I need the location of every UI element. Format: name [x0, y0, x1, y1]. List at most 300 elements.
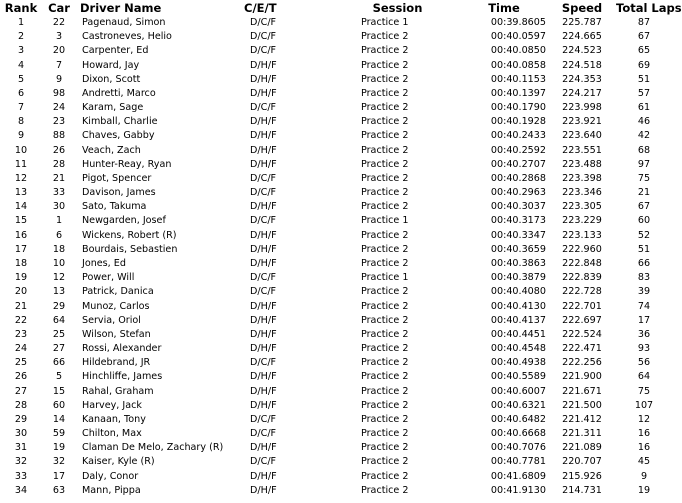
cell-session: Practice 2 — [361, 73, 409, 85]
cell-driver-name: Munoz, Carlos — [82, 300, 150, 312]
cell-driver-name: Rossi, Alexander — [82, 343, 162, 355]
cell-car: 59 — [52, 428, 66, 440]
cell-total-laps: 16 — [637, 428, 651, 440]
cell-total-laps: 56 — [637, 357, 651, 369]
cell-driver-name: Rahal, Graham — [82, 385, 154, 397]
cell-speed: 222.848 — [562, 258, 602, 269]
cell-cet: D/H/F — [250, 243, 277, 255]
cell-cet: D/C/F — [250, 286, 277, 298]
cell-driver-name: Daly, Conor — [82, 470, 139, 482]
cell-driver-name: Davison, James — [82, 187, 156, 199]
cell-session: Practice 2 — [361, 144, 409, 156]
cell-rank: 34 — [14, 484, 28, 496]
cell-car: 28 — [52, 158, 66, 170]
cell-rank: 24 — [14, 343, 28, 355]
cell-rank: 13 — [14, 187, 28, 199]
cell-car: 12 — [52, 272, 66, 284]
cell-car: 9 — [55, 73, 63, 85]
cell-rank: 32 — [14, 456, 28, 468]
cell-car: 17 — [52, 470, 66, 482]
table-row — [0, 356, 672, 370]
cell-time: 00:40.6482 — [490, 413, 546, 425]
cell-speed: 224.217 — [562, 87, 602, 99]
cell-cet: D/C/F — [250, 456, 277, 468]
cell-time: 00:40.3173 — [490, 215, 546, 227]
cell-total-laps: 51 — [637, 243, 651, 255]
table-row — [0, 441, 672, 455]
cell-car: 23 — [52, 116, 66, 128]
table-row — [0, 399, 672, 413]
cell-total-laps: 74 — [637, 300, 651, 312]
cell-rank: 26 — [14, 371, 28, 383]
cell-time: 00:40.4548 — [490, 343, 546, 355]
table-row — [0, 87, 672, 101]
cell-cet: D/C/F — [250, 187, 277, 199]
cell-cet: D/H/F — [250, 470, 277, 482]
cell-total-laps: 87 — [637, 17, 651, 29]
cell-car: 1 — [55, 215, 63, 227]
cell-rank: 31 — [14, 442, 28, 454]
cell-session: Practice 2 — [361, 116, 409, 128]
cell-car: 19 — [52, 442, 66, 454]
cell-session: Practice 2 — [361, 201, 409, 213]
cell-rank: 19 — [14, 272, 28, 284]
cell-time: 00:40.2433 — [490, 130, 546, 142]
cell-speed: 215.926 — [562, 470, 602, 482]
cell-total-laps: 75 — [637, 172, 651, 184]
cell-cet: D/H/F — [250, 144, 277, 156]
cell-rank: 15 — [14, 215, 28, 227]
cell-total-laps: 52 — [637, 229, 651, 241]
header-total-laps: Total Laps — [616, 1, 682, 15]
cell-cet: D/H/F — [250, 229, 277, 241]
cell-rank: 25 — [14, 357, 28, 369]
cell-session: Practice 2 — [361, 300, 409, 312]
cell-car: 24 — [52, 102, 66, 114]
cell-driver-name: Bourdais, Sebastien — [82, 243, 178, 255]
cell-speed: 222.524 — [562, 328, 602, 340]
cell-cet: D/H/F — [250, 130, 277, 142]
cell-session: Practice 2 — [361, 229, 409, 241]
cell-car: 10 — [52, 258, 66, 269]
cell-session: Practice 1 — [361, 215, 409, 227]
table-row — [0, 115, 672, 129]
cell-time: 00:40.1928 — [490, 116, 546, 128]
table-row — [0, 299, 672, 313]
cell-car: 20 — [52, 45, 66, 57]
cell-session: Practice 2 — [361, 399, 409, 411]
cell-cet: D/C/F — [250, 17, 277, 29]
cell-driver-name: Power, Will — [82, 272, 135, 284]
cell-driver-name: Newgarden, Josef — [82, 215, 166, 227]
cell-cet: D/H/F — [250, 59, 277, 71]
cell-time: 00:40.2868 — [490, 172, 546, 184]
cell-time: 00:41.9130 — [490, 484, 546, 496]
cell-driver-name: Kaiser, Kyle (R) — [82, 456, 155, 468]
table-row — [0, 243, 672, 257]
cell-cet: D/C/F — [250, 272, 277, 284]
cell-time: 00:40.0597 — [490, 31, 546, 43]
cell-total-laps: 42 — [637, 130, 651, 142]
cell-driver-name: Sato, Takuma — [82, 201, 147, 213]
cell-rank: 23 — [14, 328, 28, 340]
cell-speed: 222.471 — [562, 343, 602, 355]
cell-time: 00:40.4080 — [490, 286, 546, 298]
cell-total-laps: 19 — [637, 484, 651, 496]
table-row — [0, 271, 672, 285]
cell-time: 00:40.4130 — [490, 300, 546, 312]
cell-cet: D/H/F — [250, 328, 277, 340]
cell-time: 00:40.3879 — [490, 272, 546, 284]
cell-session: Practice 2 — [361, 59, 409, 71]
table-row — [0, 144, 672, 158]
table-row — [0, 129, 672, 143]
cell-rank: 20 — [14, 286, 28, 298]
cell-driver-name: Pigot, Spencer — [82, 172, 152, 184]
cell-time: 00:40.2592 — [490, 144, 546, 156]
cell-time: 00:40.6668 — [490, 428, 546, 440]
cell-driver-name: Wickens, Robert (R) — [82, 229, 177, 241]
cell-rank: 3 — [17, 45, 25, 57]
cell-driver-name: Dixon, Scott — [82, 73, 141, 85]
table-row — [0, 328, 672, 342]
cell-time: 00:39.8605 — [490, 17, 546, 29]
cell-total-laps: 67 — [637, 201, 651, 213]
cell-time: 00:40.3037 — [490, 201, 546, 213]
cell-car: 32 — [52, 456, 66, 468]
cell-session: Practice 1 — [361, 17, 409, 29]
table-row — [0, 370, 672, 384]
cell-session: Practice 2 — [361, 258, 409, 269]
table-row — [0, 470, 672, 484]
cell-driver-name: Chilton, Max — [82, 428, 142, 440]
cell-car: 5 — [55, 371, 63, 383]
cell-total-laps: 68 — [637, 144, 651, 156]
table-row — [0, 101, 672, 115]
table-row — [0, 455, 672, 469]
cell-cet: D/C/F — [250, 172, 277, 184]
cell-rank: 16 — [14, 229, 28, 241]
cell-rank: 17 — [14, 243, 28, 255]
cell-rank: 12 — [14, 172, 28, 184]
cell-rank: 30 — [14, 428, 28, 440]
cell-driver-name: Carpenter, Ed — [82, 45, 149, 57]
cell-car: 63 — [52, 484, 66, 496]
cell-rank: 1 — [17, 17, 25, 29]
cell-speed: 222.839 — [562, 272, 602, 284]
cell-speed: 223.133 — [562, 229, 602, 241]
cell-time: 00:40.7076 — [490, 442, 546, 454]
cell-cet: D/H/F — [250, 399, 277, 411]
cell-speed: 223.305 — [562, 201, 602, 213]
cell-time: 00:40.0850 — [490, 45, 546, 57]
cell-total-laps: 107 — [634, 399, 654, 411]
header-rank: Rank — [4, 1, 38, 15]
cell-car: 33 — [52, 187, 66, 199]
cell-car: 18 — [52, 243, 66, 255]
table-row — [0, 44, 672, 58]
cell-speed: 223.998 — [562, 102, 602, 114]
cell-cet: D/H/F — [250, 87, 277, 99]
cell-rank: 2 — [17, 31, 25, 43]
cell-session: Practice 1 — [361, 272, 409, 284]
cell-total-laps: 69 — [637, 59, 651, 71]
cell-driver-name: Mann, Pippa — [82, 484, 141, 496]
cell-speed: 223.921 — [562, 116, 602, 128]
cell-cet: D/H/F — [250, 201, 277, 213]
cell-total-laps: 12 — [637, 413, 651, 425]
cell-cet: D/H/F — [250, 484, 277, 496]
cell-driver-name: Veach, Zach — [82, 144, 141, 156]
table-row — [0, 214, 672, 228]
cell-time: 00:40.1153 — [490, 73, 546, 85]
cell-time: 00:40.2963 — [490, 187, 546, 199]
cell-time: 00:40.4137 — [490, 314, 546, 326]
cell-total-laps: 67 — [637, 31, 651, 43]
cell-rank: 28 — [14, 399, 28, 411]
table-header-row — [0, 0, 672, 16]
cell-session: Practice 2 — [361, 243, 409, 255]
header-time: Time — [488, 1, 520, 15]
cell-driver-name: Kimball, Charlie — [82, 116, 158, 128]
cell-speed: 222.697 — [562, 314, 602, 326]
table-row — [0, 59, 672, 73]
cell-session: Practice 2 — [361, 456, 409, 468]
cell-car: 25 — [52, 328, 66, 340]
header-cet: C/E/T — [244, 1, 277, 15]
cell-driver-name: Andretti, Marco — [82, 87, 156, 99]
cell-rank: 33 — [14, 470, 28, 482]
cell-session: Practice 2 — [361, 413, 409, 425]
cell-rank: 7 — [17, 102, 25, 114]
table-body — [0, 16, 672, 498]
table-row — [0, 30, 672, 44]
cell-cet: D/C/F — [250, 428, 277, 440]
cell-cet: D/H/F — [250, 343, 277, 355]
cell-total-laps: 21 — [637, 187, 651, 199]
cell-total-laps: 46 — [637, 116, 651, 128]
cell-driver-name: Servia, Oriol — [82, 314, 141, 326]
cell-car: 30 — [52, 201, 66, 213]
cell-total-laps: 65 — [637, 45, 651, 57]
table-row — [0, 172, 672, 186]
table-row — [0, 186, 672, 200]
cell-total-laps: 17 — [637, 314, 651, 326]
cell-cet: D/H/F — [250, 300, 277, 312]
cell-rank: 8 — [17, 116, 25, 128]
cell-driver-name: Jones, Ed — [82, 258, 126, 269]
cell-session: Practice 2 — [361, 130, 409, 142]
cell-car: 21 — [52, 172, 66, 184]
cell-total-laps: 93 — [637, 343, 651, 355]
cell-time: 00:40.1397 — [490, 87, 546, 99]
cell-driver-name: Chaves, Gabby — [82, 130, 155, 142]
cell-session: Practice 2 — [361, 343, 409, 355]
cell-cet: D/H/F — [250, 314, 277, 326]
cell-cet: D/C/F — [250, 102, 277, 114]
cell-session: Practice 2 — [361, 484, 409, 496]
cell-cet: D/H/F — [250, 258, 277, 269]
cell-rank: 6 — [17, 87, 25, 99]
cell-session: Practice 2 — [361, 328, 409, 340]
cell-time: 00:40.4451 — [490, 328, 546, 340]
cell-driver-name: Hildebrand, JR — [82, 357, 151, 369]
header-car: Car — [48, 1, 70, 15]
cell-speed: 225.787 — [562, 17, 602, 29]
cell-cet: D/C/F — [250, 31, 277, 43]
cell-car: 7 — [55, 59, 63, 71]
cell-time: 00:40.6321 — [490, 399, 546, 411]
cell-time: 00:40.0858 — [490, 59, 546, 71]
cell-speed: 221.412 — [562, 413, 602, 425]
cell-car: 88 — [52, 130, 66, 142]
cell-speed: 214.731 — [562, 484, 602, 496]
cell-speed: 221.500 — [562, 399, 602, 411]
cell-time: 00:40.6007 — [490, 385, 546, 397]
cell-total-laps: 75 — [637, 385, 651, 397]
cell-car: 29 — [52, 300, 66, 312]
cell-session: Practice 2 — [361, 31, 409, 43]
cell-session: Practice 2 — [361, 371, 409, 383]
cell-driver-name: Pagenaud, Simon — [82, 17, 166, 29]
cell-session: Practice 2 — [361, 187, 409, 199]
cell-total-laps: 60 — [637, 215, 651, 227]
table-row — [0, 73, 672, 87]
header-session: Session — [372, 1, 423, 15]
cell-rank: 21 — [14, 300, 28, 312]
cell-speed: 224.665 — [562, 31, 602, 43]
cell-speed: 221.671 — [562, 385, 602, 397]
cell-speed: 222.701 — [562, 300, 602, 312]
table-row — [0, 427, 672, 441]
cell-time: 00:40.4938 — [490, 357, 546, 369]
cell-car: 60 — [52, 399, 66, 411]
cell-cet: D/H/F — [250, 385, 277, 397]
cell-rank: 14 — [14, 201, 28, 213]
cell-total-laps: 83 — [637, 272, 651, 284]
table-row — [0, 314, 672, 328]
table-row — [0, 342, 672, 356]
cell-session: Practice 2 — [361, 158, 409, 170]
cell-cet: D/C/F — [250, 45, 277, 57]
cell-rank: 29 — [14, 413, 28, 425]
table-row — [0, 413, 672, 427]
cell-car: 27 — [52, 343, 66, 355]
cell-speed: 223.229 — [562, 215, 602, 227]
cell-rank: 9 — [17, 130, 25, 142]
cell-car: 26 — [52, 144, 66, 156]
cell-total-laps: 57 — [637, 87, 651, 99]
cell-driver-name: Castroneves, Helio — [82, 31, 172, 43]
cell-car: 14 — [52, 413, 66, 425]
cell-cet: D/H/F — [250, 116, 277, 128]
cell-speed: 221.311 — [562, 428, 602, 440]
cell-driver-name: Wilson, Stefan — [82, 328, 151, 340]
cell-session: Practice 2 — [361, 102, 409, 114]
cell-total-laps: 45 — [637, 456, 651, 468]
cell-speed: 223.551 — [562, 144, 602, 156]
cell-car: 13 — [52, 286, 66, 298]
cell-session: Practice 2 — [361, 428, 409, 440]
cell-rank: 5 — [17, 73, 25, 85]
table-row — [0, 484, 672, 498]
cell-session: Practice 2 — [361, 442, 409, 454]
table-row — [0, 229, 672, 243]
cell-time: 00:41.6809 — [490, 470, 546, 482]
cell-total-laps: 64 — [637, 371, 651, 383]
cell-session: Practice 2 — [361, 286, 409, 298]
cell-car: 15 — [52, 385, 66, 397]
cell-total-laps: 36 — [637, 328, 651, 340]
cell-time: 00:40.3347 — [490, 229, 546, 241]
cell-cet: D/H/F — [250, 371, 277, 383]
table-row — [0, 384, 672, 398]
cell-session: Practice 2 — [361, 470, 409, 482]
cell-speed: 221.900 — [562, 371, 602, 383]
cell-driver-name: Claman De Melo, Zachary (R) — [82, 442, 224, 454]
cell-cet: D/C/F — [250, 357, 277, 369]
cell-speed: 224.518 — [562, 59, 602, 71]
cell-car: 22 — [52, 17, 66, 29]
cell-session: Practice 2 — [361, 385, 409, 397]
cell-total-laps: 16 — [637, 442, 651, 454]
cell-rank: 22 — [14, 314, 28, 326]
cell-speed: 222.256 — [562, 357, 602, 369]
cell-session: Practice 2 — [361, 314, 409, 326]
cell-total-laps: 66 — [637, 258, 651, 269]
cell-time: 00:40.2707 — [490, 158, 546, 170]
cell-speed: 220.707 — [562, 456, 602, 468]
header-speed: Speed — [561, 1, 603, 15]
cell-session: Practice 2 — [361, 87, 409, 99]
cell-total-laps: 97 — [637, 158, 651, 170]
cell-car: 3 — [55, 31, 63, 43]
cell-speed: 223.346 — [562, 187, 602, 199]
cell-rank: 11 — [14, 158, 28, 170]
cell-rank: 10 — [14, 144, 28, 156]
table-row — [0, 257, 672, 271]
cell-rank: 18 — [14, 258, 28, 269]
cell-speed: 223.488 — [562, 158, 602, 170]
cell-driver-name: Howard, Jay — [82, 59, 140, 71]
cell-session: Practice 2 — [361, 172, 409, 184]
cell-rank: 4 — [17, 59, 25, 71]
table-row — [0, 285, 672, 299]
cell-speed: 223.398 — [562, 172, 602, 184]
cell-car: 64 — [52, 314, 66, 326]
cell-total-laps: 39 — [637, 286, 651, 298]
cell-cet: D/H/F — [250, 442, 277, 454]
cell-session: Practice 2 — [361, 45, 409, 57]
cell-car: 98 — [52, 87, 66, 99]
cell-time: 00:40.1790 — [490, 102, 546, 114]
cell-speed: 224.353 — [562, 73, 602, 85]
table-row — [0, 158, 672, 172]
cell-speed: 222.960 — [562, 243, 602, 255]
cell-driver-name: Harvey, Jack — [82, 399, 142, 411]
table-row — [0, 16, 672, 30]
cell-cet: D/C/F — [250, 413, 277, 425]
cell-speed: 222.728 — [562, 286, 602, 298]
cell-total-laps: 51 — [637, 73, 651, 85]
cell-rank: 27 — [14, 385, 28, 397]
cell-speed: 224.523 — [562, 45, 602, 57]
cell-session: Practice 2 — [361, 357, 409, 369]
cell-time: 00:40.3863 — [490, 258, 546, 269]
cell-cet: D/C/F — [250, 215, 277, 227]
cell-time: 00:40.3659 — [490, 243, 546, 255]
cell-driver-name: Hinchliffe, James — [82, 371, 163, 383]
